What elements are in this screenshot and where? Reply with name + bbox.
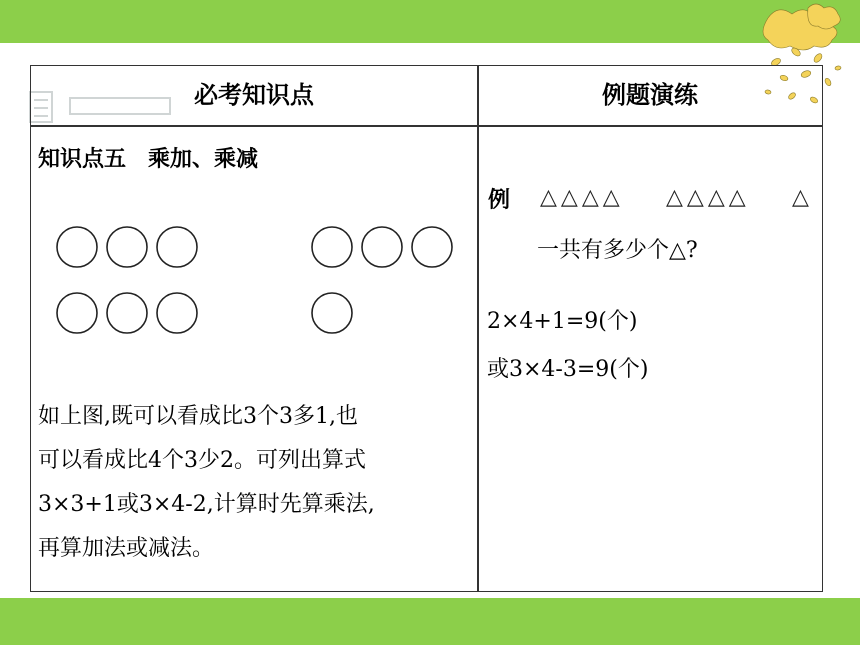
triangle-group: △△△△ (540, 185, 624, 210)
top-green-band (0, 0, 860, 43)
example-question: 一共有多少个△? (537, 238, 698, 263)
triangle-group: △△△△ (666, 185, 750, 210)
solution-line-1: 2×4+1=9(个) (487, 309, 638, 334)
solution-line-2: 或3×4-3=9(个) (487, 357, 649, 382)
knowledge-point-title: 知识点五 乘加、乘减 (38, 147, 259, 172)
explanation-paragraph (38, 395, 458, 571)
bottom-green-band (0, 598, 860, 645)
column-divider (477, 66, 479, 591)
explanation-line: 如上图,既可以看成比3个3多1,也 (38, 404, 358, 429)
header-knowledge-points: 必考知识点 (194, 81, 314, 109)
triangle-group: △ (792, 185, 813, 210)
explanation-line: 3×3+1或3×4-2,计算时先算乘法, (38, 492, 375, 517)
example-label: 例 (488, 188, 511, 213)
header-divider (31, 125, 822, 127)
explanation-line: 再算加法或减法。 (38, 536, 215, 561)
explanation-line: 可以看成比4个3少2。可列出算式 (38, 448, 366, 473)
header-example-practice: 例题演练 (602, 81, 698, 109)
